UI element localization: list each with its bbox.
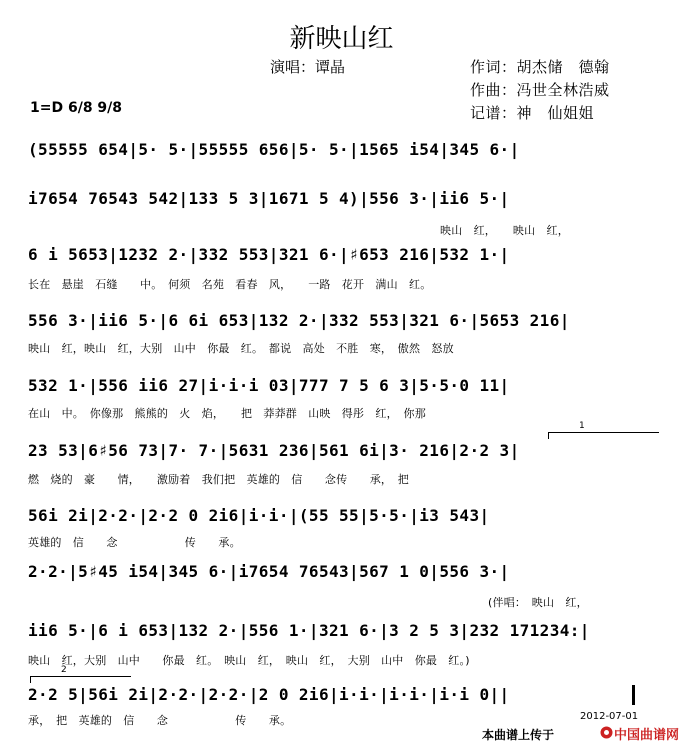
- lyric-line-10: 承， 把 英雄的 信 念 传 承。: [28, 714, 292, 727]
- score-line-7: 56i 2i|2·2·|2·2 0 2i6|i·i·|(55 55|5·5·|i3 543|: [28, 506, 490, 525]
- song-title: 新映山红: [289, 24, 394, 54]
- upload-note: 本曲谱上传于: [482, 728, 555, 742]
- first-ending-bracket: 1: [548, 432, 659, 439]
- second-ending-bracket: 2: [30, 676, 131, 683]
- score-line-2: i7654 76543 542|133 5 3|1671 5 4)|556 3·|ii6 5·|: [28, 189, 510, 208]
- score-line-5: 532 1·|556 ii6 27|i·i·i 03|777 7 5 6 3|5·5·0 11|: [28, 376, 510, 395]
- score-line-3: 6 i 5653|1232 2·|332 553|321 6·|♯653 216|532 1·|: [28, 245, 510, 264]
- score-line-1: (55555 654|5· 5·|55555 656|5· 5·|1565 i54|345 6·|: [28, 140, 520, 159]
- lyric-line-6: 燃 烧的 豪 情， 激励着 我们把 英雄的 信 念传 承， 把: [28, 473, 409, 486]
- site-logo-icon: [600, 725, 613, 740]
- score-line-6: 23 53|6♯56 73|7· 7·|5631 236|561 6i|3· 216|2·2 3|: [28, 441, 520, 460]
- lyric-line-4: 映山 红，映山 红，大别 山中 你最 红。 都说 高处 不胜 寒， 傲然 怒放: [28, 342, 454, 355]
- lyricist-credit: 作词：胡杰储 德翰: [470, 58, 610, 76]
- upload-date: 2012-07-01: [580, 711, 639, 722]
- lyric-line-7: 英雄的 信 念 传 承。: [28, 536, 241, 549]
- lyric-line-2: 映山 红， 映山 红，: [440, 224, 569, 237]
- lyric-line-9: 映山 红，大别 山中 你最 红。 映山 红， 映山 红， 大别 山中 你最 红。): [28, 654, 470, 667]
- score-line-4: 556 3·|ii6 5·|6 6i 653|132 2·|332 553|321 6·|5653 216|: [28, 311, 570, 330]
- lyric-line-8: (伴唱： 映山 红，: [488, 596, 588, 609]
- composer-credit: 作曲：冯世全林浩威: [470, 81, 610, 99]
- lyric-line-5: 在山 中。 你像那 熊熊的 火 焰， 把 莽莽群 山映 得彤 红， 你那: [28, 407, 426, 420]
- singer-credit: 演唱：谭晶: [270, 58, 346, 76]
- score-line-9: ii6 5·|6 i 653|132 2·|556 1·|321 6·|3 2 5 3|232 171234:|: [28, 621, 590, 640]
- key-signature: 1=D 6/8 9/8: [30, 100, 123, 116]
- final-barline: [632, 685, 635, 705]
- lyric-line-3: 长在 悬崖 石缝 中。 何须 名苑 看春 风， 一路 花开 满山 红。: [28, 278, 432, 291]
- site-logo-text: 中国曲谱网: [614, 728, 680, 743]
- site-logo[interactable]: [600, 724, 678, 742]
- transcriber-credit: 记谱：神 仙姐姐: [470, 104, 595, 122]
- score-line-10: 2·2 5|56i 2i|2·2·|2·2·|2 0 2i6|i·i·|i·i·|i·i 0||: [28, 685, 510, 704]
- score-line-8: 2·2·|5♯45 i54|345 6·|i7654 76543|567 1 0|556 3·|: [28, 562, 510, 581]
